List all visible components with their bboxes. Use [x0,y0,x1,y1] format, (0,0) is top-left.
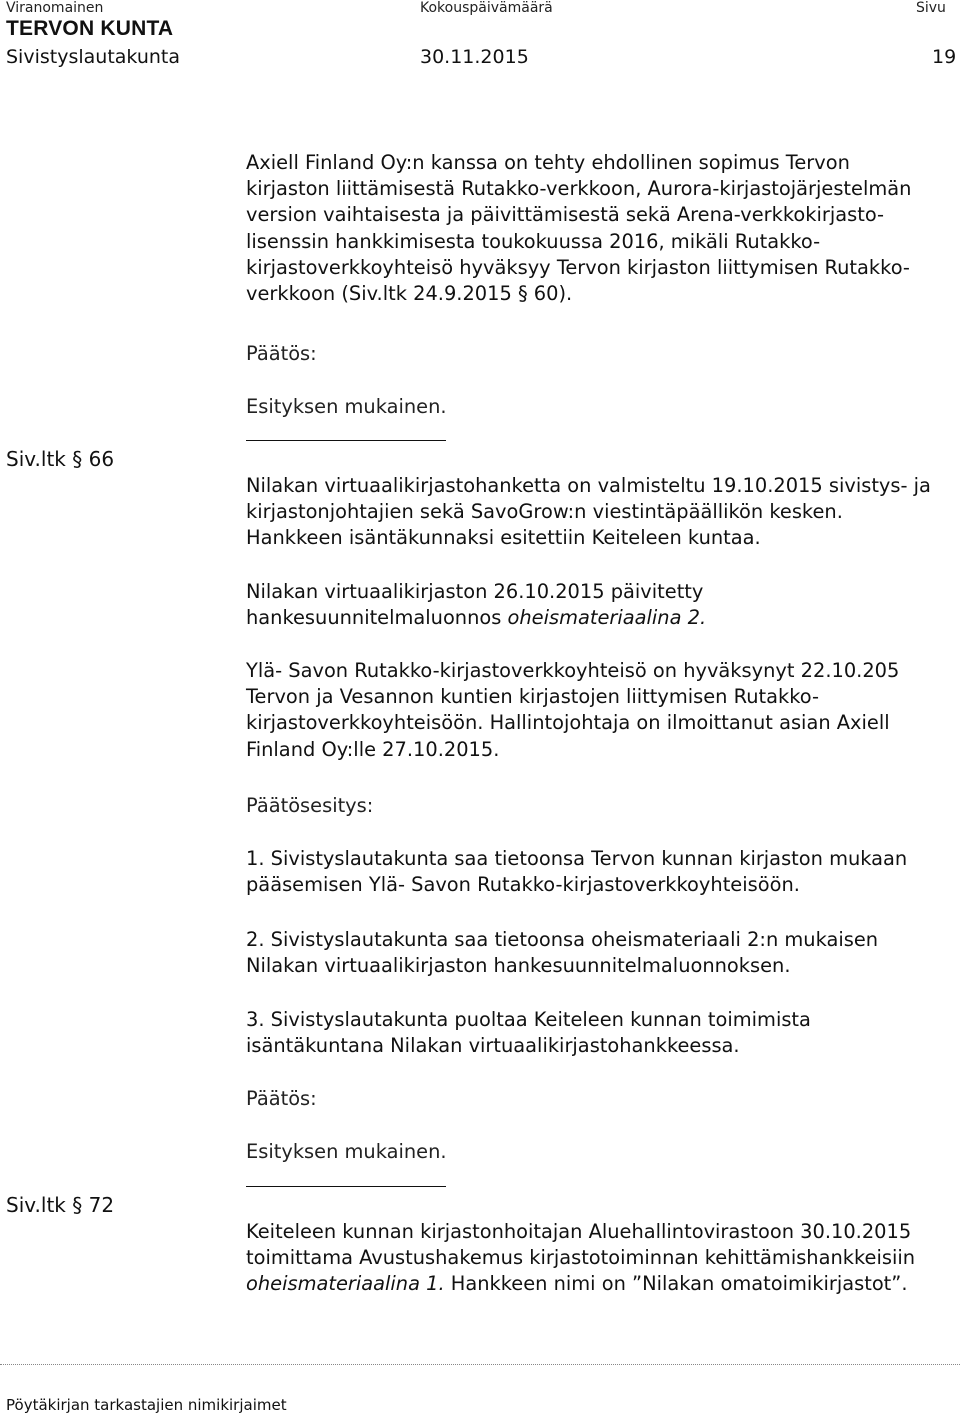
section72-paragraph [246,1219,915,1298]
proposal-item-2 [246,927,878,979]
separator-line [246,440,446,441]
role-label: Viranomainen [6,0,104,16]
paragraph-line: Hankkeen isäntäkunnaksi esitettiin Keiteleen kuntaa. [246,526,761,550]
section-ref-66: Siv.ltk § 66 [6,447,115,471]
proposal-line: 1. Sivistyslautakunta saa tietoonsa Tervon kunnan kirjaston mukaan [246,847,908,870]
proposal-line: 2. Sivistyslautakunta saa tietoonsa oheismateriaali 2:n mukaisen [246,928,879,951]
proposal-label: Päätösesitys: [246,794,374,817]
proposal-line: isäntäkuntana Nilakan virtuaalikirjastohankkeessa. [246,1034,740,1058]
intro-line: version vaihtaisesta ja päivittämisestä sekä Arena-verkkokirjasto- [246,203,885,227]
paragraph-line [246,605,706,631]
paragraph-line: Nilakan virtuaalikirjastohanketta on valmisteltu 19.10.2015 sivistys- ja [246,474,931,497]
paragraph-text: hankesuunnitelmaluonnos [246,606,508,630]
intro-paragraph [246,150,911,307]
attachment-reference: oheismateriaalina 1. [246,1272,445,1296]
proposal-line: 3. Sivistyslautakunta puoltaa Keiteleen kunnan toimimista [246,1008,811,1031]
proposal-line: Nilakan virtuaalikirjaston hankesuunnitelmaluonnoksen. [246,954,791,978]
intro-line: Axiell Finland Oy:n kanssa on tehty ehdollinen sopimus Tervon [246,151,850,174]
section-ref-72: Siv.ltk § 72 [6,1193,115,1217]
page-label: Sivu [916,0,946,16]
paragraph-line: Keiteleen kunnan kirjastonhoitajan Aluehallintovirastoon 30.10.2015 [246,1220,912,1243]
separator-line [246,1186,446,1187]
decision-text: Esityksen mukainen. [246,395,447,418]
intro-line: lisenssin hankkimisesta toukokuussa 2016, mikäli Rutakko- [246,229,821,253]
paragraph-text: Hankkeen nimi on ”Nilakan omatoimikirjastot”. [444,1272,908,1296]
intro-line: kirjaston liittämisestä Rutakko-verkkoon, Aurora-kirjastojärjestelmän [246,177,912,201]
attachment-reference: oheismateriaalina 2. [507,606,707,630]
paragraph-line: kirjastoverkkoyhteisöön. Hallintojohtaja on ilmoittanut asian Axiell [246,711,890,735]
page-number: 19 [932,46,957,68]
organization-name: TERVON KUNTA [6,17,174,40]
section66-paragraph-3 [246,658,899,763]
intro-line: verkkoon (Siv.ltk 24.9.2015 § 60). [246,282,573,306]
paragraph-line: kirjastonjohtajien sekä SavoGrow:n viestintäpäällikön kesken. [246,500,843,524]
proposal-line: pääsemisen Ylä- Savon Rutakko-kirjastoverkkoyhteisöön. [246,873,800,897]
paragraph-line [246,1271,915,1297]
proposal-item-1 [246,846,907,898]
paragraph-line: Ylä- Savon Rutakko-kirjastoverkkoyhteisö on hyväksynyt 22.10.205 [246,659,900,682]
decision-label: Päätös: [246,342,317,365]
date-label: Kokouspäivämäärä [420,0,553,16]
board-name: Sivistyslautakunta [6,46,181,68]
paragraph-line: Finland Oy:lle 27.10.2015. [246,737,500,761]
decision-text: Esityksen mukainen. [246,1140,447,1163]
intro-line: kirjastoverkkoyhteisö hyväksyy Tervon kirjaston liittymisen Rutakko- [246,255,910,279]
section66-paragraph-1 [246,473,931,552]
meeting-date: 30.11.2015 [420,46,529,68]
decision-label: Päätös: [246,1087,317,1110]
footer-separator [0,1364,960,1365]
paragraph-line: Nilakan virtuaalikirjaston 26.10.2015 päivitetty [246,580,704,603]
paragraph-line: Tervon ja Vesannon kuntien kirjastojen liittymisen Rutakko- [246,685,819,709]
section66-paragraph-2 [246,579,706,631]
proposal-item-3 [246,1007,811,1059]
paragraph-line: toimittama Avustushakemus kirjastotoiminnan kehittämishankkeisiin [246,1246,916,1270]
footer-text: Pöytäkirjan tarkastajien nimikirjaimet [6,1396,287,1414]
